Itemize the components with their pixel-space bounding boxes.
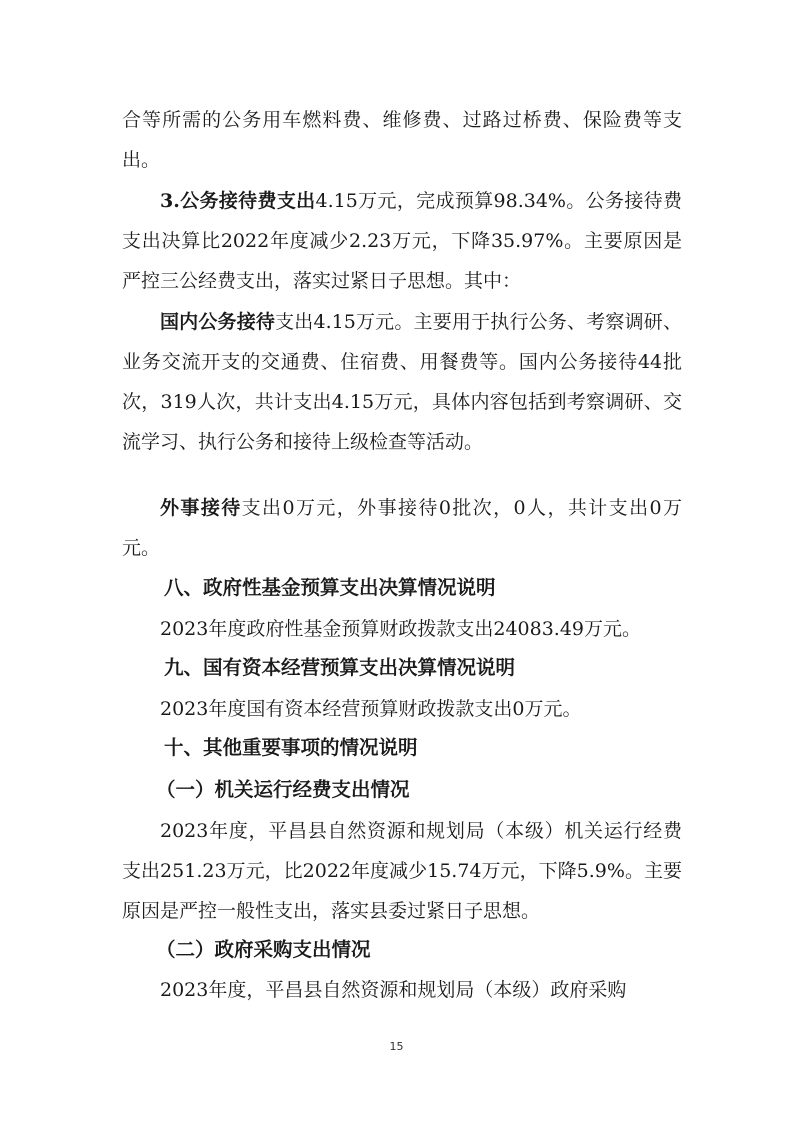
paragraph-procurement — [122, 970, 682, 1010]
paragraph-foreign-reception — [122, 488, 682, 568]
paragraph-capital-budget — [122, 689, 682, 729]
paragraph-text: 4.15万元，完成预算98.34%。公务接待费支出决算比2022年度减少2.23万元，下降35.97%。主要原因是严控三公经费支出，落实过紧日子思想。其中： — [122, 190, 682, 292]
page-number: 15 — [389, 1040, 404, 1053]
paragraph-vehicle-costs — [122, 100, 682, 180]
paragraph-domestic-reception — [122, 302, 682, 462]
section-heading-8: 八、政府性基金预算支出决算情况说明 — [164, 576, 496, 599]
paragraph-operating-costs — [122, 811, 682, 931]
paragraph-lead: 国内公务接待 — [160, 311, 276, 333]
paragraph-reception-expense — [122, 181, 682, 301]
subsection-heading-2: （二）政府采购支出情况 — [156, 938, 371, 961]
section-heading-10: 十、其他重要事项的情况说明 — [164, 736, 418, 759]
section-heading-9: 九、国有资本经营预算支出决算情况说明 — [164, 656, 516, 679]
paragraph-text: 支出4.15万元。主要用于执行公务、考察调研、业务交流开支的交通费、住宿费、用餐费等。国内公务接待44批次，319人次，共计支出4.15万元，具体内容包括到考察调研、交流学习、执行公务和接待上级检查等活动。 — [122, 311, 682, 453]
paragraph-text: 合等所需的公务用车燃料费、维修费、过路过桥费、保险费等支出。 — [122, 109, 682, 171]
paragraph-text: 2023年度政府性基金预算财政拨款支出24083.49万元。 — [160, 618, 642, 640]
paragraph-fund-budget — [122, 609, 682, 649]
paragraph-text: 支出0万元，外事接待0批次，0人，共计支出0万元。 — [122, 497, 682, 559]
paragraph-lead: 外事接待 — [160, 497, 242, 519]
paragraph-text: 2023年度，平昌县自然资源和规划局（本级）政府采购 — [160, 979, 627, 1001]
paragraph-lead: 3.公务接待费支出 — [160, 190, 316, 212]
paragraph-text: 2023年度国有资本经营预算财政拨款支出0万元。 — [160, 698, 582, 720]
subsection-heading-1: （一）机关运行经费支出情况 — [156, 778, 410, 801]
paragraph-text: 2023年度，平昌县自然资源和规划局（本级）机关运行经费支出251.23万元，比2022年度减少15.74万元，下降5.9%。主要原因是严控一般性支出，落实县委过紧日子思想。 — [122, 820, 682, 922]
